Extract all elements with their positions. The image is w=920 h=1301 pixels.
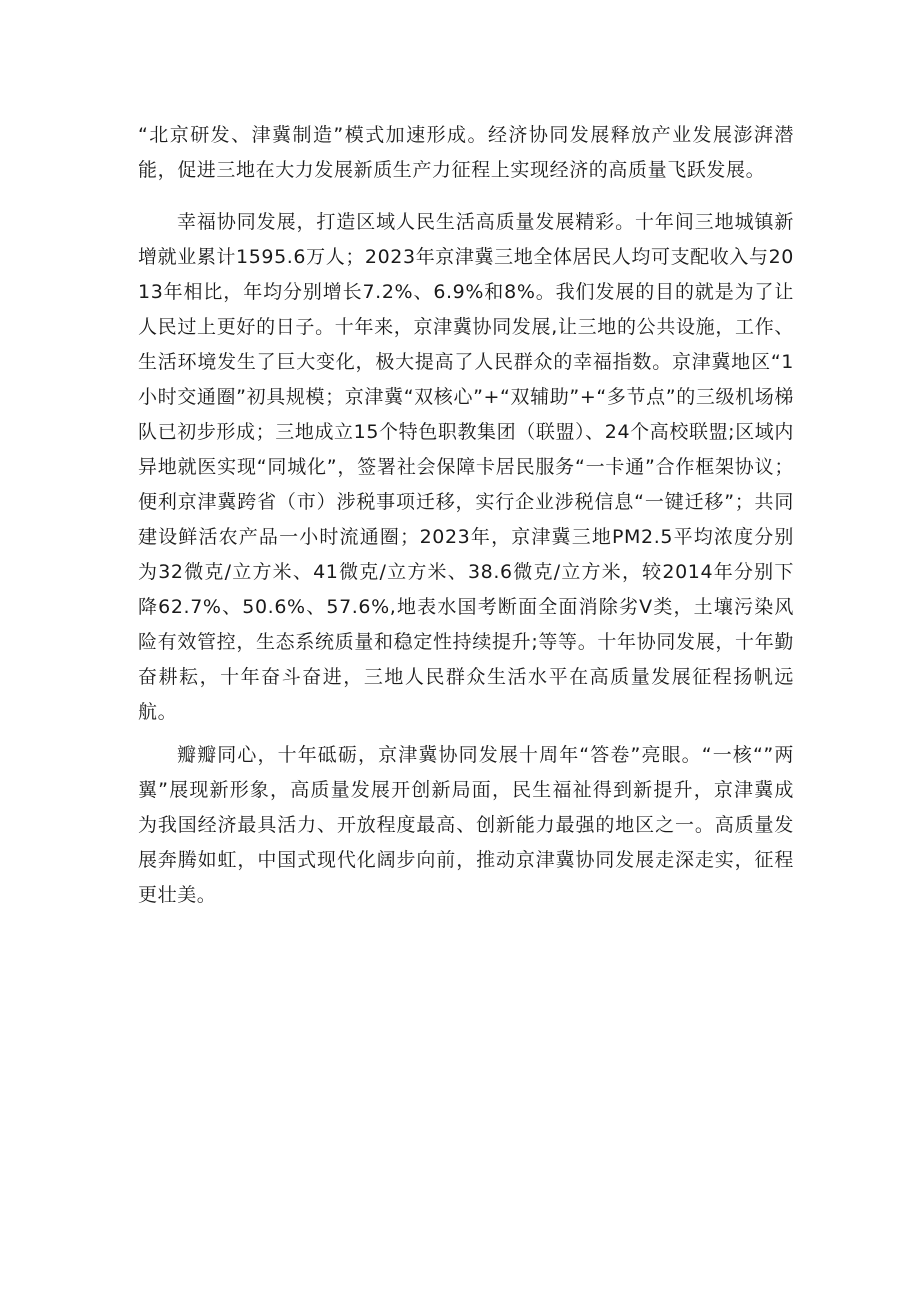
document-body [138,118,794,913]
paragraph-happiness-development: 幸福协同发展，打造区域人民生活高质量发展精彩。十年间三地城镇新增就业累计1595.6万人；2023年京津冀三地全体居民人均可支配收入与2013年相比，年均分别增长7.2%、6.9%和8%。我们发展的目的就是为了让人民过上更好的日子。十年来，京津冀协同发展,让三地的公共设施，工作、生活环境发生了巨大变化，极大提高了人民群众的幸福指数。京津冀地区“1小时交通圈”初具规模；京津冀“双核心”+“双辅助”+“多节点”的三级机场梯队已初步形成；三地成立15个特色职教集团（联盟）、24个高校联盟;区域内异地就医实现“同城化”，签署社会保障卡居民服务“一卡通”合作框架协议；便利京津冀跨省（市）涉税事项迁移，实行企业涉税信息“一键迁移”；共同建设鲜活农产品一小时流通圈；2023年，京津冀三地PM2.5平均浓度分别为32微克/立方米、41微克/立方米、38.6微克/立方米，较2014年分别下降62.7%、50.6%、57.6%,地表水国考断面全面消除劣V类，土壤污染风险有效管控，生态系统质量和稳定性持续提升;等等。十年协同发展，十年勤奋耕耘，十年奋斗奋进，三地人民群众生活水平在高质量发展征程扬帆远航。 [138,211,794,723]
paragraph-conclusion: 瓣瓣同心，十年砥砺，京津冀协同发展十周年“答卷”亮眼。“一核“”两翼”展现新形象，高质量发展开创新局面，民生福祉得到新提升，京津冀成为我国经济最具活力、开放程度最高、创新能力最强的地区之一。高质量发展奔腾如虹，中国式现代化阔步向前，推动京津冀协同发展走深走实，征程更壮美。 [138,744,794,906]
paragraph-continued-intro: “北京研发、津冀制造”模式加速形成。经济协同发展释放产业发展澎湃潜能，促进三地在大力发展新质生产力征程上实现经济的高质量飞跃发展。 [138,124,794,181]
